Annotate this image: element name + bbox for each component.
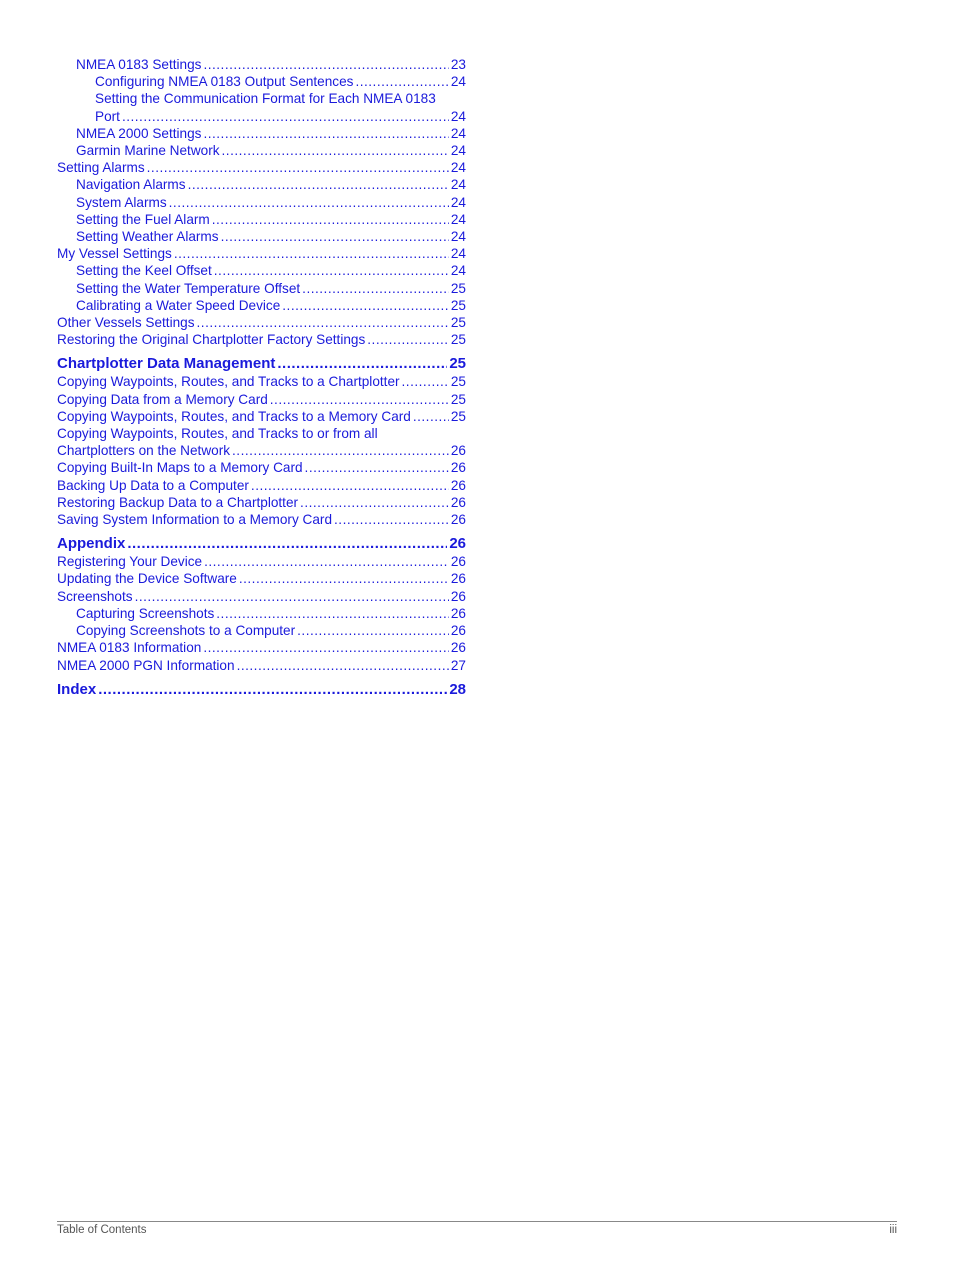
- toc-entry[interactable]: Registering Your Device ..... 26: [57, 553, 466, 570]
- toc-entry[interactable]: Configuring NMEA 0183 Output Sentences ..... 24: [57, 73, 466, 90]
- toc-entry[interactable]: Other Vessels Settings ..... 25: [57, 314, 466, 331]
- toc-entry[interactable]: NMEA 2000 PGN Information ..... 27: [57, 657, 466, 674]
- toc-entry[interactable]: Port ..... 24: [57, 108, 466, 125]
- toc-entry[interactable]: Screenshots ..... 26: [57, 588, 466, 605]
- toc-entry[interactable]: Saving System Information to a Memory Card ..... 26: [57, 511, 466, 528]
- toc-entry[interactable]: Garmin Marine Network ..... 24: [57, 142, 466, 159]
- toc-entry[interactable]: Setting the Fuel Alarm ..... 24: [57, 211, 466, 228]
- toc-entry[interactable]: Setting the Water Temperature Offset ..... 25: [57, 280, 466, 297]
- toc-entry-wrapped[interactable]: Copying Waypoints, Routes, and Tracks to or from all: [57, 426, 378, 442]
- toc-entry[interactable]: Copying Built-In Maps to a Memory Card ..... 26: [57, 459, 466, 476]
- footer-section-title: Table of Contents: [57, 1224, 147, 1236]
- table-of-contents: [57, 56, 466, 699]
- toc-entry[interactable]: Setting Alarms ..... 24: [57, 159, 466, 176]
- toc-entry[interactable]: Copying Waypoints, Routes, and Tracks to a Memory Card ..... 25: [57, 408, 466, 425]
- toc-entry[interactable]: Backing Up Data to a Computer ..... 26: [57, 477, 466, 494]
- toc-entry-wrapped[interactable]: Setting the Communication Format for Each NMEA 0183: [95, 91, 436, 107]
- toc-entry[interactable]: NMEA 2000 Settings ..... 24: [57, 125, 466, 142]
- toc-entry[interactable]: Copying Waypoints, Routes, and Tracks to a Chartplotter ..... 25: [57, 373, 466, 390]
- footer-divider: [57, 1221, 897, 1222]
- toc-entry[interactable]: NMEA 0183 Information ..... 26: [57, 639, 466, 656]
- toc-entry[interactable]: Navigation Alarms ..... 24: [57, 176, 466, 193]
- toc-entry[interactable]: Capturing Screenshots ..... 26: [57, 605, 466, 622]
- toc-entry[interactable]: My Vessel Settings ..... 24: [57, 245, 466, 262]
- toc-section-heading[interactable]: Chartplotter Data Management ..... 25: [57, 354, 466, 373]
- toc-entry[interactable]: Setting the Keel Offset ..... 24: [57, 262, 466, 279]
- toc-entry[interactable]: Copying Data from a Memory Card ..... 25: [57, 391, 466, 408]
- toc-entry[interactable]: Copying Screenshots to a Computer ..... 26: [57, 622, 466, 639]
- toc-entry[interactable]: Restoring Backup Data to a Chartplotter ..... 26: [57, 494, 466, 511]
- toc-entry[interactable]: Restoring the Original Chartplotter Factory Settings ..... 25: [57, 331, 466, 348]
- toc-entry[interactable]: Updating the Device Software ..... 26: [57, 570, 466, 587]
- toc-entry[interactable]: NMEA 0183 Settings ..... 23: [57, 56, 466, 73]
- toc-entry[interactable]: Calibrating a Water Speed Device ..... 25: [57, 297, 466, 314]
- toc-section-heading[interactable]: Appendix ..... 26: [57, 534, 466, 553]
- toc-section-heading[interactable]: Index ..... 28: [57, 680, 466, 699]
- toc-entry[interactable]: Chartplotters on the Network ..... 26: [57, 442, 466, 459]
- footer-page-number: iii: [889, 1224, 897, 1236]
- toc-entry[interactable]: Setting Weather Alarms ..... 24: [57, 228, 466, 245]
- toc-entry[interactable]: System Alarms ..... 24: [57, 194, 466, 211]
